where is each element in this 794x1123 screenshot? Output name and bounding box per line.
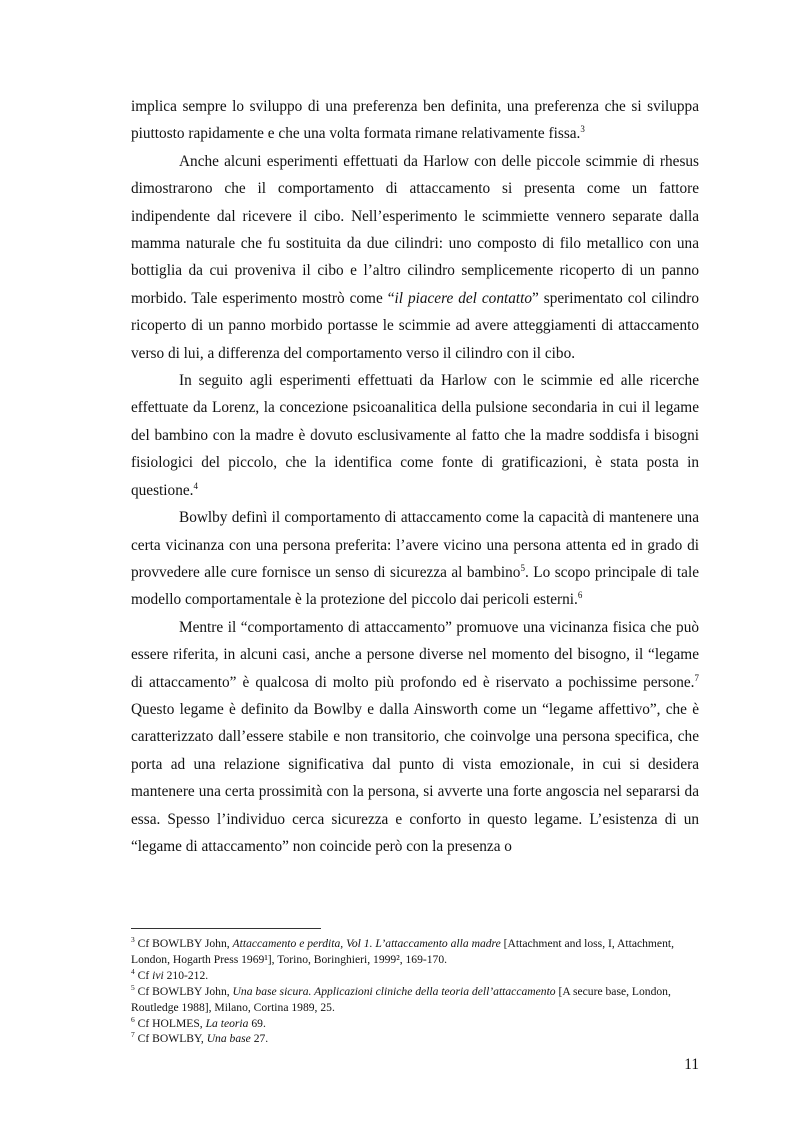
footnotes <box>131 936 699 1047</box>
page-number: 11 <box>684 1056 699 1073</box>
paragraph <box>131 148 699 367</box>
text-run: [Attachment and loss, I, Attachment, London, Hogarth Press 1969¹], Torino, Boringhieri, 1999², 169-170. <box>131 937 674 966</box>
text-run: Questo legame è definito da Bowlby e dalla Ainsworth come un “legame affettivo”, che è caratterizzato dall’essere stabile e non transitorio, che coinvolge una persona specifica, che porta ad una relazione significativa dal punto di vista emozionale, in cui si desidera mantenere una certa prossimità con la persona, si avverte una forte angoscia nel separarsi da essa. Spesso l’individuo cerca sicurezza e conforto in questo legame. L’esistenza di un “legame di attaccamento” non coincide però con la presenza o <box>131 700 699 855</box>
text-run: Cf BOWLBY John, <box>134 984 233 998</box>
footnote <box>131 984 699 1016</box>
footnote-ref: 5 <box>131 982 135 992</box>
italic-text: Una base sicura. Applicazioni cliniche della teoria dell’attaccamento <box>232 984 556 998</box>
body-text <box>131 93 699 860</box>
footnote-ref: 4 <box>131 966 135 976</box>
footnote <box>131 1031 699 1047</box>
footnote-ref: 3 <box>580 124 585 135</box>
footnote <box>131 936 699 968</box>
italic-text: il piacere del contatto <box>394 289 533 307</box>
text-run: [A secure base, London, Routledge 1988], Milano, Cortina 1989, 25. <box>131 984 671 1014</box>
paragraph <box>131 614 699 861</box>
paragraph <box>131 93 699 148</box>
footnote-ref: 4 <box>193 480 198 491</box>
text-run: In seguito agli esperimenti effettuati da Harlow con le scimmie ed alle ricerche effettuate da Lorenz, la concezione psicoanalitica della pulsione secondaria in cui il legame del bambino con la madre è dovuto esclusivamente al fatto che la madre soddisfa i bisogni fisiologici del piccolo, che la identifica come fonte di gratificazioni, è stata posta in questione. <box>131 372 699 499</box>
text-run: 69. <box>248 1016 266 1030</box>
footnote-ref: 5 <box>520 562 525 573</box>
text-run: Cf BOWLBY John, <box>134 937 233 950</box>
text-run: implica sempre lo sviluppo di una preferenza ben definita, una preferenza che si sviluppa piuttosto rapidamente e che una volta formata rimane relativamente fissa. <box>131 98 699 143</box>
footnote-ref: 6 <box>131 1014 135 1024</box>
footnote-ref: 7 <box>131 1030 135 1040</box>
footnote <box>131 1016 699 1032</box>
italic-text: Attaccamento e perdita, Vol 1. L’attaccamento alla madre <box>232 937 501 950</box>
text-run: Bowlby definì il comportamento di attaccamento come la capacità di mantenere una certa vicinanza con una persona preferita: l’avere vicino una persona attenta ed in grado di provvedere alle cure fornisce un senso di sicurezza al bambino <box>131 509 699 581</box>
text-run: Anche alcuni esperimenti effettuati da Harlow con delle piccole scimmie di rhesus dimostrarono che il comportamento di attaccamento si presenta come un fattore indipendente dal ricevere il cibo. Nell’esperimento le scimmiette vennero separate dalla mamma naturale che fu sostituita da due cilindri: uno composto di filo metallico con una bottiglia da cui proveniva il cibo e l’altro cilindro semplicemente ricoperto di un panno morbido. Tale esperimento mostrò come “ <box>131 152 699 307</box>
footnote-ref: 3 <box>131 935 135 945</box>
footnote-ref: 6 <box>577 590 583 601</box>
footnote-separator <box>131 928 321 929</box>
text-run: 210-212. <box>163 968 209 982</box>
text-run: Cf HOLMES, <box>134 1016 206 1030</box>
italic-text: Una base <box>206 1032 251 1046</box>
paragraph <box>131 504 699 614</box>
italic-text: ivi <box>152 968 164 982</box>
text-run: . Lo scopo principale di tale modello comportamentale è la protezione del piccolo dai pericoli esterni. <box>131 563 699 609</box>
footnote <box>131 968 699 984</box>
text-run: Mentre il “comportamento di attaccamento” promuove una vicinanza fisica che può essere riferita, in alcuni casi, anche a persone diverse nel momento del bisogno, il “legame di attaccamento” è qualcosa di molto più profondo ed è riservato a pochissime persone. <box>131 618 699 691</box>
italic-text: La teoria <box>205 1016 249 1030</box>
paragraph <box>131 367 699 504</box>
text-run: Cf BOWLBY, <box>134 1032 207 1046</box>
footnote-ref: 7 <box>694 672 699 683</box>
text-run: 27. <box>250 1032 269 1046</box>
text-run: ” sperimentato col cilindro ricoperto di un panno morbido portasse le scimmie ad avere atteggiamenti di attaccamento verso di lui, a differenza del comportamento verso il cilindro con il cibo. <box>131 289 699 362</box>
text-run: Cf <box>134 968 153 982</box>
